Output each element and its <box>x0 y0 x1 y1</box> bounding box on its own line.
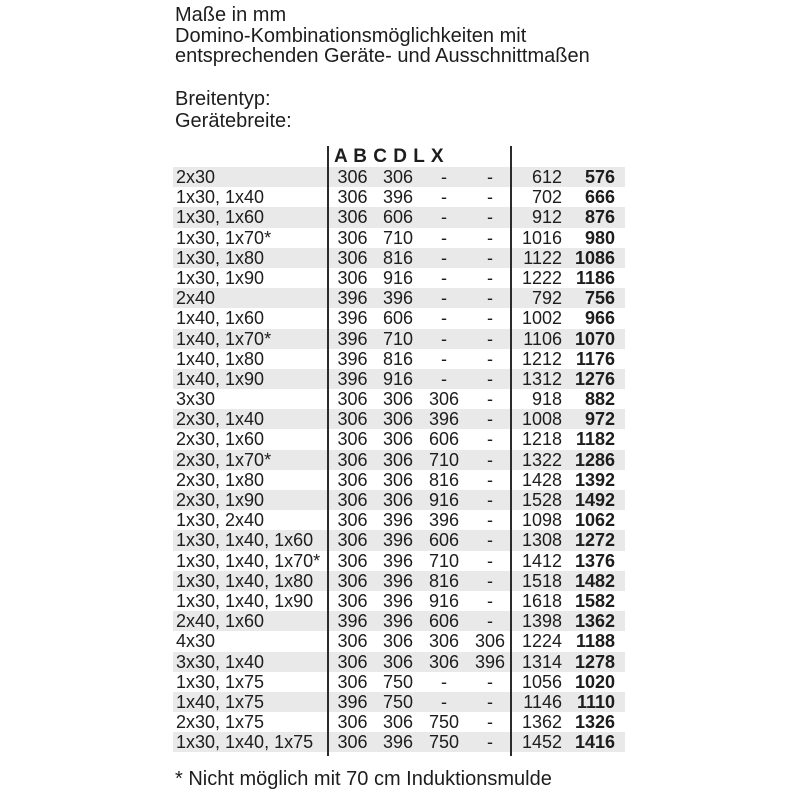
device-width-label: Gerätebreite: <box>175 110 292 132</box>
value-b: 710 <box>382 328 414 349</box>
value-x: 756 <box>584 288 615 309</box>
footnote: * Nicht möglich mit 70 cm Induktionsmulde <box>175 768 552 790</box>
value-d: - <box>487 227 493 248</box>
dimensions-table <box>173 146 625 752</box>
value-a: 306 <box>337 712 368 733</box>
value-x: 966 <box>584 308 615 329</box>
combination-label: 1x40, 1x70* <box>176 328 272 349</box>
table-row <box>173 248 625 268</box>
value-b: 396 <box>382 288 414 309</box>
value-d: - <box>487 590 493 611</box>
combination-label: 1x30, 2x40 <box>176 510 265 531</box>
value-x: 1062 <box>574 510 615 531</box>
value-b: 396 <box>382 550 414 571</box>
value-x: 666 <box>584 187 615 208</box>
value-l: 1122 <box>523 247 562 268</box>
value-c: 710 <box>428 550 460 571</box>
value-x: 1278 <box>574 651 615 672</box>
value-x: 1416 <box>574 732 615 753</box>
table-row <box>173 652 625 672</box>
value-l: 918 <box>531 389 562 410</box>
value-a: 306 <box>337 227 368 248</box>
value-c: 396 <box>428 409 460 430</box>
value-b: 396 <box>382 590 414 611</box>
combination-label: 2x40 <box>176 288 216 309</box>
value-a: 306 <box>337 469 368 490</box>
value-x: 1582 <box>574 590 615 611</box>
value-c: 306 <box>428 651 460 672</box>
table-row <box>173 672 625 692</box>
value-c: 606 <box>428 530 460 551</box>
value-l: 1362 <box>521 712 562 733</box>
value-l: 1222 <box>521 267 562 288</box>
combination-label: 1x30, 1x75 <box>176 671 265 692</box>
value-b: 396 <box>382 570 414 591</box>
value-x: 1070 <box>574 328 615 349</box>
value-a: 306 <box>337 590 368 611</box>
value-d: - <box>487 490 493 510</box>
table-row <box>173 429 625 449</box>
value-a: 306 <box>337 389 368 410</box>
value-b: 306 <box>382 449 414 470</box>
value-c: - <box>441 207 447 228</box>
value-l: 1308 <box>521 530 562 551</box>
value-a: 306 <box>337 207 368 228</box>
table-row <box>173 288 625 308</box>
table-row <box>173 369 625 389</box>
value-c: 750 <box>428 712 460 733</box>
value-b: 306 <box>382 167 414 187</box>
title-line-1: Domino-Kombinationsmöglichkeiten mit <box>175 24 527 47</box>
value-l: 1106 <box>523 328 562 349</box>
value-a: 306 <box>337 631 368 652</box>
combination-label: 2x30, 1x80 <box>176 469 265 490</box>
combination-label: 2x30, 1x40 <box>176 409 265 430</box>
value-l: 1314 <box>521 651 562 672</box>
value-b: 750 <box>382 691 414 712</box>
value-x: 1176 <box>575 348 615 369</box>
combination-label: 1x30, 1x60 <box>176 207 265 228</box>
combination-label: 2x30, 1x90 <box>176 490 265 510</box>
value-a: 306 <box>337 651 368 672</box>
value-l: 1398 <box>521 611 562 632</box>
table-row <box>173 712 625 732</box>
combination-label: 3x30, 1x40 <box>176 651 265 672</box>
value-x: 1272 <box>574 530 615 551</box>
value-a: 396 <box>337 368 368 389</box>
value-d: - <box>487 389 493 410</box>
table-row <box>173 187 625 207</box>
value-d: - <box>487 510 493 531</box>
value-l: 792 <box>531 288 562 309</box>
value-l: 1312 <box>521 368 562 389</box>
value-a: 306 <box>337 490 368 510</box>
value-b: 916 <box>382 267 414 288</box>
table-row <box>173 329 625 349</box>
value-a: 306 <box>337 550 368 571</box>
value-l: 1146 <box>523 691 562 712</box>
combination-label: 2x30 <box>176 167 216 187</box>
value-c: - <box>441 267 447 288</box>
value-d: - <box>487 348 493 369</box>
combination-label: 1x30, 1x40, 1x70* <box>176 550 321 571</box>
value-x: 980 <box>584 227 615 248</box>
value-x: 1182 <box>575 429 615 450</box>
combination-label: 2x40, 1x60 <box>176 611 265 632</box>
value-a: 396 <box>337 288 368 309</box>
value-x: 1482 <box>574 570 615 591</box>
value-c: 606 <box>428 611 460 632</box>
value-b: 916 <box>382 368 414 389</box>
value-d: - <box>487 267 493 288</box>
combination-label: 1x40, 1x60 <box>176 308 265 329</box>
value-l: 1212 <box>521 348 562 369</box>
value-c: 816 <box>428 570 460 591</box>
value-b: 306 <box>382 429 414 450</box>
value-l: 1428 <box>521 469 562 490</box>
value-c: - <box>441 328 447 349</box>
value-c: - <box>441 308 447 329</box>
value-x: 972 <box>584 409 615 430</box>
value-b: 306 <box>382 469 414 490</box>
table-row <box>173 470 625 490</box>
value-b: 306 <box>382 389 414 410</box>
table-row <box>173 631 625 651</box>
value-c: - <box>441 368 447 389</box>
combination-label: 1x30, 1x40, 1x80 <box>176 570 314 591</box>
combination-label: 1x40, 1x80 <box>176 348 265 369</box>
value-d: - <box>487 732 493 753</box>
value-d: - <box>487 409 493 430</box>
value-x: 1020 <box>574 671 615 692</box>
table-row <box>173 490 625 510</box>
value-d: - <box>487 247 493 268</box>
value-d: - <box>487 570 493 591</box>
value-b: 396 <box>382 510 414 531</box>
value-c: 306 <box>428 631 460 652</box>
value-d: - <box>487 308 493 329</box>
value-b: 606 <box>382 207 414 228</box>
value-b: 306 <box>382 651 414 672</box>
value-l: 912 <box>531 207 562 228</box>
value-d: - <box>487 691 493 712</box>
table-row <box>173 409 625 429</box>
value-d: - <box>487 429 493 450</box>
value-d: - <box>487 530 493 551</box>
table-row <box>173 692 625 712</box>
value-d: - <box>487 671 493 692</box>
value-d: - <box>487 187 493 208</box>
value-x: 1286 <box>574 449 615 470</box>
value-a: 396 <box>337 611 368 632</box>
value-x: 1186 <box>575 267 615 288</box>
combination-label: 1x30, 1x40, 1x75 <box>176 732 314 753</box>
value-d: - <box>487 207 493 228</box>
value-c: - <box>441 167 447 187</box>
value-d: - <box>487 328 493 349</box>
value-a: 306 <box>337 671 368 692</box>
units-note: Maße in mm <box>175 4 287 26</box>
value-x: 1362 <box>574 611 615 632</box>
value-d: - <box>487 712 493 733</box>
value-l: 1412 <box>521 550 562 571</box>
value-l: 612 <box>531 167 562 187</box>
value-c: 306 <box>428 389 460 410</box>
combination-label: 2x30, 1x60 <box>176 429 265 450</box>
value-d: - <box>487 288 493 309</box>
value-x: 1188 <box>575 631 615 652</box>
value-c: 816 <box>428 469 460 490</box>
value-a: 306 <box>337 510 368 531</box>
combination-label: 1x40, 1x90 <box>176 368 265 389</box>
table-row <box>173 268 625 288</box>
value-x: 1492 <box>574 490 615 510</box>
combination-label: 4x30 <box>176 631 216 652</box>
combination-label: 1x40, 1x75 <box>176 691 265 712</box>
value-d: - <box>487 167 493 187</box>
table-row <box>173 611 625 631</box>
table-row <box>173 308 625 328</box>
value-l: 1618 <box>521 590 562 611</box>
value-l: 1224 <box>521 631 562 652</box>
value-b: 750 <box>382 671 414 692</box>
value-d: - <box>487 368 493 389</box>
combination-label: 2x30, 1x75 <box>176 712 265 733</box>
column-header: A B C D L X <box>173 146 625 167</box>
value-d: 396 <box>474 651 506 672</box>
value-b: 396 <box>382 732 414 753</box>
value-l: 1056 <box>521 671 562 692</box>
value-l: 702 <box>531 187 562 208</box>
table-row <box>173 591 625 611</box>
value-d: - <box>487 449 493 470</box>
value-a: 396 <box>337 328 368 349</box>
value-c: - <box>441 187 447 208</box>
value-l: 1452 <box>521 732 562 753</box>
value-a: 396 <box>337 308 368 329</box>
value-b: 306 <box>382 631 414 652</box>
table-row <box>173 349 625 369</box>
value-l: 1518 <box>521 570 562 591</box>
table-row <box>173 732 625 752</box>
value-c: 396 <box>428 510 460 531</box>
value-a: 306 <box>337 530 368 551</box>
value-c: - <box>441 348 447 369</box>
table-row <box>173 530 625 550</box>
value-a: 396 <box>337 691 368 712</box>
table-row <box>173 571 625 591</box>
value-l: 1098 <box>521 510 562 531</box>
width-type-label: Breitentyp: <box>175 88 271 110</box>
value-c: 916 <box>428 490 460 510</box>
value-b: 396 <box>382 611 414 632</box>
value-c: - <box>441 247 447 268</box>
value-a: 396 <box>337 348 368 369</box>
table-row <box>173 207 625 227</box>
combination-label: 1x30, 1x40, 1x60 <box>176 530 314 551</box>
value-c: 710 <box>428 449 460 470</box>
value-b: 306 <box>382 490 414 510</box>
value-a: 306 <box>337 429 368 450</box>
value-b: 396 <box>382 187 414 208</box>
value-b: 710 <box>382 227 414 248</box>
value-c: 606 <box>428 429 460 450</box>
combination-label: 3x30 <box>176 389 216 410</box>
value-x: 1276 <box>574 368 615 389</box>
width-labels <box>175 88 292 132</box>
value-l: 1528 <box>521 490 562 510</box>
title-line-2: entsprechenden Geräte- und Ausschnittmaßen <box>175 45 590 67</box>
table-row <box>173 551 625 571</box>
value-d: 306 <box>474 631 506 652</box>
value-x: 1392 <box>574 469 615 490</box>
value-b: 306 <box>382 409 414 430</box>
page-intro <box>175 5 590 67</box>
table-row <box>173 228 625 248</box>
value-l: 1016 <box>521 227 562 248</box>
value-a: 306 <box>337 167 368 187</box>
value-l: 1218 <box>521 429 562 450</box>
value-c: 750 <box>428 732 460 753</box>
value-b: 396 <box>382 530 414 551</box>
value-x: 876 <box>584 207 615 228</box>
value-c: - <box>441 691 447 712</box>
value-a: 306 <box>337 187 368 208</box>
table-rule-right <box>510 146 512 756</box>
value-c: - <box>441 671 447 692</box>
table-row <box>173 389 625 409</box>
value-a: 306 <box>337 409 368 430</box>
value-c: - <box>441 288 447 309</box>
value-a: 306 <box>337 267 368 288</box>
value-c: - <box>441 227 447 248</box>
table-body <box>173 167 625 752</box>
value-l: 1322 <box>521 449 562 470</box>
value-c: 916 <box>428 590 460 611</box>
value-a: 306 <box>337 570 368 591</box>
value-a: 306 <box>337 247 368 268</box>
value-b: 816 <box>382 247 414 268</box>
value-x: 1110 <box>576 691 615 712</box>
value-x: 1326 <box>574 712 615 733</box>
value-l: 1008 <box>521 409 562 430</box>
value-d: - <box>487 611 493 632</box>
combination-label: 1x30, 1x40 <box>176 187 265 208</box>
combination-label: 2x30, 1x70* <box>176 449 272 470</box>
combination-label: 1x30, 1x80 <box>176 247 265 268</box>
value-a: 306 <box>337 449 368 470</box>
value-b: 606 <box>382 308 414 329</box>
value-x: 1086 <box>574 247 615 268</box>
value-x: 1376 <box>574 550 615 571</box>
value-d: - <box>487 469 493 490</box>
combination-label: 1x30, 1x70* <box>176 227 272 248</box>
value-l: 1002 <box>521 308 562 329</box>
table-row <box>173 450 625 470</box>
table-row <box>173 167 625 187</box>
value-b: 816 <box>382 348 414 369</box>
value-d: - <box>487 550 493 571</box>
value-a: 306 <box>337 732 368 753</box>
value-b: 306 <box>382 712 414 733</box>
combination-label: 1x30, 1x40, 1x90 <box>176 590 314 611</box>
table-row <box>173 510 625 530</box>
combination-label: 1x30, 1x90 <box>176 267 265 288</box>
value-x: 882 <box>584 389 615 410</box>
value-x: 576 <box>584 167 615 187</box>
table-rule-left <box>327 146 329 756</box>
